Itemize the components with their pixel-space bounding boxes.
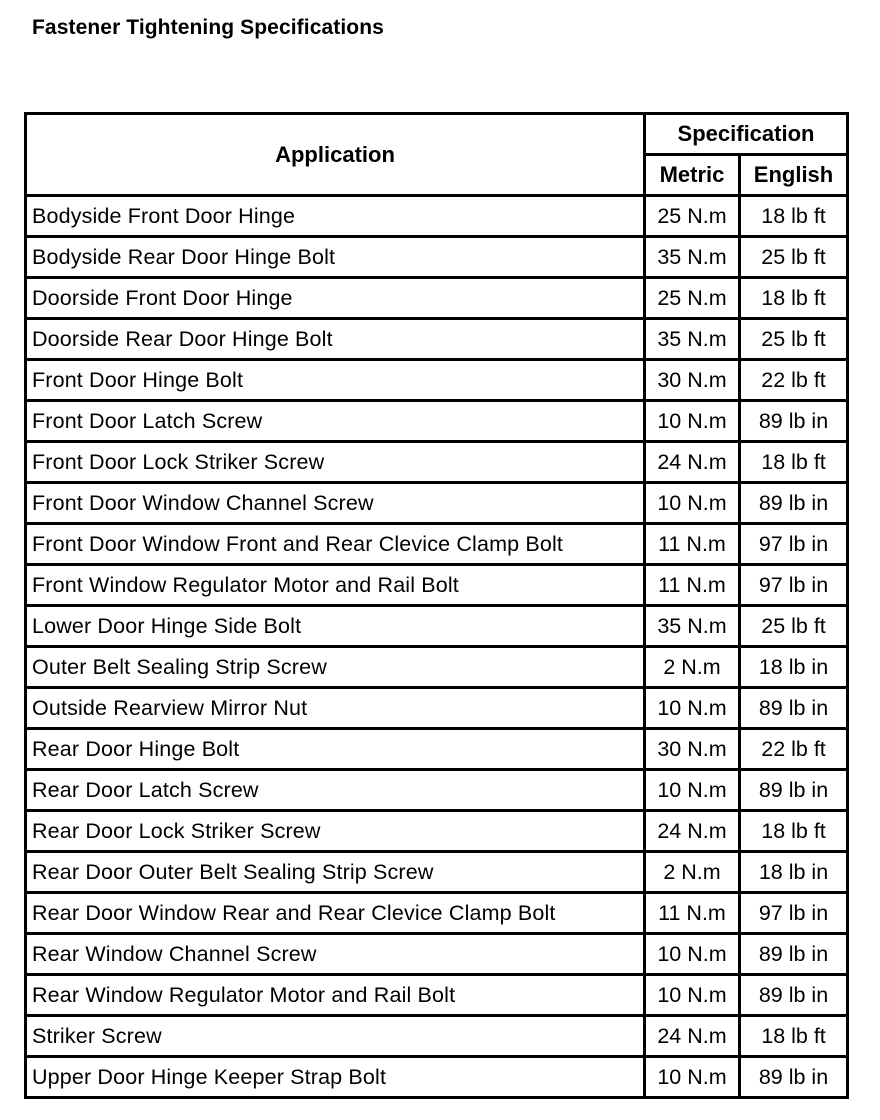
cell-application: Rear Window Regulator Motor and Rail Bolt xyxy=(27,976,646,1017)
cell-english: 89 lb in xyxy=(741,689,846,730)
cell-english: 89 lb in xyxy=(741,976,846,1017)
header-application: Application xyxy=(27,115,646,197)
cell-english: 89 lb in xyxy=(741,484,846,525)
table-row xyxy=(27,1058,846,1096)
table-row xyxy=(27,484,846,525)
cell-english: 18 lb ft xyxy=(741,443,846,484)
cell-english: 97 lb in xyxy=(741,566,846,607)
cell-english: 22 lb ft xyxy=(741,361,846,402)
table-row xyxy=(27,566,846,607)
cell-metric: 35 N.m xyxy=(646,607,741,648)
cell-metric: 30 N.m xyxy=(646,730,741,771)
cell-metric: 30 N.m xyxy=(646,361,741,402)
cell-application: Doorside Front Door Hinge xyxy=(27,279,646,320)
cell-english: 89 lb in xyxy=(758,1065,829,1089)
table-row xyxy=(27,730,846,771)
header-metric: Metric xyxy=(646,156,741,197)
cell-application: Front Door Latch Screw xyxy=(27,402,646,443)
table-row xyxy=(27,689,846,730)
fastener-spec-table xyxy=(24,112,849,1099)
cell-metric: 10 N.m xyxy=(646,976,741,1017)
table-row xyxy=(27,402,846,443)
table-header-row xyxy=(27,115,846,156)
table-row xyxy=(27,320,846,361)
cell-metric: 24 N.m xyxy=(646,812,741,853)
cell-english: 18 lb ft xyxy=(741,279,846,320)
cell-application: Rear Door Window Rear and Rear Clevice Clamp Bolt xyxy=(27,894,646,935)
cell-application: Rear Door Lock Striker Screw xyxy=(27,812,646,853)
cell-application: Front Door Hinge Bolt xyxy=(27,361,646,402)
table-row xyxy=(27,648,846,689)
cell-application: Striker Screw xyxy=(27,1017,646,1058)
cell-metric: 25 N.m xyxy=(646,279,741,320)
table-row xyxy=(27,197,846,238)
table-row xyxy=(27,1017,846,1058)
cell-metric: 11 N.m xyxy=(646,894,741,935)
cell-application: Upper Door Hinge Keeper Strap Bolt xyxy=(27,1058,646,1096)
cell-metric: 24 N.m xyxy=(646,443,741,484)
header-specification: Specification xyxy=(646,115,846,156)
header-english: English xyxy=(741,156,846,197)
cell-application: Doorside Rear Door Hinge Bolt xyxy=(27,320,646,361)
cell-english: 18 lb in xyxy=(741,853,846,894)
cell-application: Rear Door Outer Belt Sealing Strip Screw xyxy=(27,853,646,894)
cell-english: 25 lb ft xyxy=(741,238,846,279)
cell-application: Bodyside Rear Door Hinge Bolt xyxy=(27,238,646,279)
cell-metric: 10 N.m xyxy=(646,484,741,525)
cell-metric: 25 N.m xyxy=(646,197,741,238)
table-row xyxy=(27,771,846,812)
table-row xyxy=(27,525,846,566)
page-title: Fastener Tightening Specifications xyxy=(32,16,384,39)
table-row xyxy=(27,812,846,853)
cell-metric: 24 N.m xyxy=(646,1017,741,1058)
cell-application: Front Window Regulator Motor and Rail Bolt xyxy=(27,566,646,607)
cell-application: Outside Rearview Mirror Nut xyxy=(27,689,646,730)
cell-english: 18 lb ft xyxy=(741,1017,846,1058)
cell-metric: 10 N.m xyxy=(646,771,741,812)
table-row xyxy=(27,279,846,320)
cell-application: Front Door Window Channel Screw xyxy=(27,484,646,525)
table-row xyxy=(27,894,846,935)
cell-english: 89 lb in xyxy=(741,402,846,443)
cell-metric: 35 N.m xyxy=(646,238,741,279)
cell-application: Front Door Lock Striker Screw xyxy=(27,443,646,484)
table-row xyxy=(27,935,846,976)
cell-application: Front Door Window Front and Rear Clevice Clamp Bolt xyxy=(27,525,646,566)
cell-metric: 10 N.m xyxy=(646,402,741,443)
cell-english: 89 lb in xyxy=(741,935,846,976)
table-row xyxy=(27,361,846,402)
cell-metric: 2 N.m xyxy=(646,853,741,894)
cell-application: Outer Belt Sealing Strip Screw xyxy=(27,648,646,689)
cell-metric: 11 N.m xyxy=(646,566,741,607)
table-body xyxy=(27,197,846,1096)
cell-english: 22 lb ft xyxy=(741,730,846,771)
table-row xyxy=(27,443,846,484)
cell-metric: 10 N.m xyxy=(646,689,741,730)
cell-application: Rear Door Latch Screw xyxy=(27,771,646,812)
cell-english: 25 lb ft xyxy=(741,320,846,361)
cell-application: Bodyside Front Door Hinge xyxy=(27,197,646,238)
cell-metric: 2 N.m xyxy=(646,648,741,689)
cell-application: Lower Door Hinge Side Bolt xyxy=(27,607,646,648)
cell-application: Rear Door Hinge Bolt xyxy=(27,730,646,771)
cell-metric: 10 N.m xyxy=(646,1058,741,1096)
table-row xyxy=(27,607,846,648)
table-row xyxy=(27,976,846,1017)
cell-metric: 35 N.m xyxy=(646,320,741,361)
cell-metric: 11 N.m xyxy=(646,525,741,566)
cell-english: 97 lb in xyxy=(741,894,846,935)
cell-english: 25 lb ft xyxy=(741,607,846,648)
table-row xyxy=(27,853,846,894)
cell-english: 18 lb ft xyxy=(741,812,846,853)
cell-english: 89 lb in xyxy=(741,771,846,812)
cell-english: 18 lb in xyxy=(741,648,846,689)
cell-metric: 10 N.m xyxy=(646,935,741,976)
cell-application: Rear Window Channel Screw xyxy=(27,935,646,976)
cell-english: 18 lb ft xyxy=(741,197,846,238)
table-row xyxy=(27,238,846,279)
cell-english: 97 lb in xyxy=(741,525,846,566)
